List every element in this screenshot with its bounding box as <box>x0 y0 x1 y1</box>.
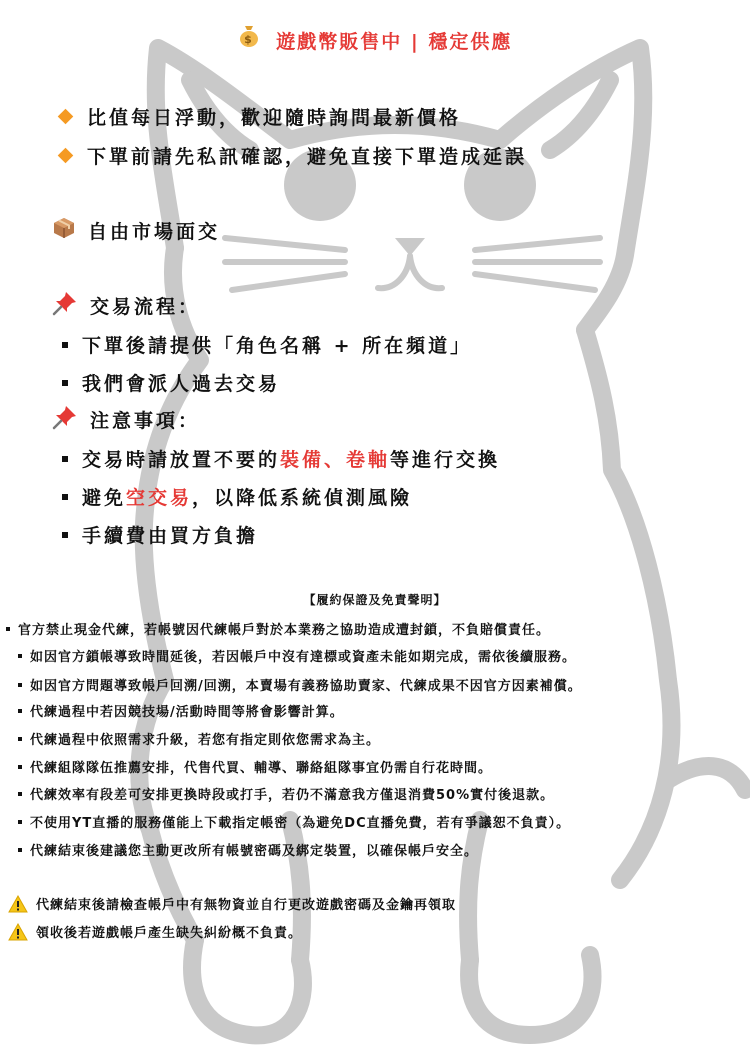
disclaimer-text: 如因官方鎖帳導致時間延後，若因帳戶中沒有達標或資產未能如期完成，需依後續服務。 <box>30 650 577 665</box>
process-item-text: 下單後請提供「角色名稱 + 所在頻道」 <box>82 335 473 357</box>
caution-item-highlight: 裝備、卷軸 <box>280 449 391 471</box>
bullet-icon <box>6 627 10 631</box>
caution-item-highlight: 空交易 <box>126 487 193 509</box>
disclaimer-heading: 【履約保證及免責聲明】 <box>303 593 447 607</box>
bullet-icon <box>62 342 68 348</box>
warning-icon <box>8 923 28 941</box>
caution-item-before: 交易時請放置不要的 <box>82 449 281 471</box>
disclaimer-item <box>18 701 344 720</box>
disclaimer-text: 官方禁止現金代練，若帳號因代練帳戶對於本業務之協助造成遭封鎖，不負賠償責任。 <box>18 623 551 638</box>
note-text: 下單前請先私訊確認，避免直接下單造成延誤 <box>87 146 528 168</box>
bullet-icon <box>62 380 68 386</box>
disclaimer-text: 代練效率有段差可安排更換時段或打手，若仍不滿意我方僅退消費50%實付後退款。 <box>30 788 555 803</box>
list-item <box>62 483 412 510</box>
pushpin-icon <box>52 404 78 435</box>
warning-line <box>8 894 456 913</box>
warning-text: 代練結束後請檢查帳戶中有無物資並自行更改遊戲密碼及金鑰再領取 <box>36 898 457 913</box>
list-item <box>62 521 258 548</box>
disclaimer-item <box>18 784 554 803</box>
bullet-icon <box>18 654 22 658</box>
caution-item-after: ，以降低系統偵測風險 <box>192 487 413 509</box>
bullet-icon <box>62 494 68 500</box>
bullet-icon <box>62 532 68 538</box>
orange-diamond-icon <box>58 109 74 125</box>
disclaimer-text: 不使用YT直播的服務僅能上下載指定帳密（為避免DC直播免費，若有爭議恕不負責）。 <box>30 816 571 831</box>
disclaimer-item <box>18 757 492 776</box>
process-heading <box>52 290 200 321</box>
pushpin-icon <box>52 290 78 321</box>
disclaimer-text: 代練過程中依照需求升級，若您有指定則依您需求為主。 <box>30 733 381 748</box>
process-heading-text: 交易流程： <box>90 296 201 318</box>
bullet-icon <box>18 792 22 796</box>
disclaimer-item <box>18 812 570 831</box>
title-text: 遊戲幣販售中 | 穩定供應 <box>276 31 513 53</box>
disclaimer-text: 代練結束後建議您主動更改所有帳號密碼及綁定裝置，以確保帳戶安全。 <box>30 844 479 859</box>
caution-heading-text: 注意事項： <box>90 410 201 432</box>
note-item <box>58 103 461 130</box>
disclaimer-text: 如因官方問題導致帳戶回溯/回溯，本賣場有義務協助賣家、代練成果不因官方因素補償。 <box>30 679 582 694</box>
disclaimer-item <box>18 675 582 694</box>
list-item <box>62 369 280 396</box>
svg-text:$: $ <box>243 33 254 46</box>
note-item <box>58 142 527 169</box>
list-item <box>62 445 500 472</box>
caution-heading <box>52 404 200 435</box>
list-item <box>62 331 472 358</box>
bullet-icon <box>18 848 22 852</box>
page-title <box>0 24 750 54</box>
disclaimer-item <box>18 729 380 748</box>
process-item-text: 我們會派人過去交易 <box>82 373 281 395</box>
warning-text: 領收後若遊戲帳戶產生缺失糾紛概不負責。 <box>36 926 303 941</box>
market-line <box>52 216 220 245</box>
caution-item-text: 手續費由買方負擔 <box>82 525 259 547</box>
bullet-icon <box>18 737 22 741</box>
money-bag-icon <box>238 24 260 53</box>
bullet-icon <box>18 709 22 713</box>
package-icon <box>52 216 76 245</box>
market-text: 自由市場面交 <box>88 221 221 243</box>
bullet-icon <box>18 820 22 824</box>
bullet-icon <box>62 456 68 462</box>
warning-icon <box>8 895 28 913</box>
orange-diamond-icon <box>58 148 74 164</box>
note-text: 比值每日浮動，歡迎隨時詢問最新價格 <box>87 107 462 129</box>
disclaimer-text: 代練組隊隊伍推薦安排，代售代買、輔導、聯絡組隊事宜仍需自行花時間。 <box>30 761 493 776</box>
disclaimer-item <box>18 840 478 859</box>
bullet-icon <box>18 683 22 687</box>
disclaimer-item <box>6 619 550 638</box>
caution-item-after: 等進行交換 <box>390 449 501 471</box>
disclaimer-item <box>18 646 576 665</box>
caution-item-before: 避免 <box>82 487 127 509</box>
bullet-icon <box>18 765 22 769</box>
warning-line <box>8 922 302 941</box>
disclaimer-text: 代練過程中若因競技場/活動時間等將會影響計算。 <box>30 705 344 720</box>
